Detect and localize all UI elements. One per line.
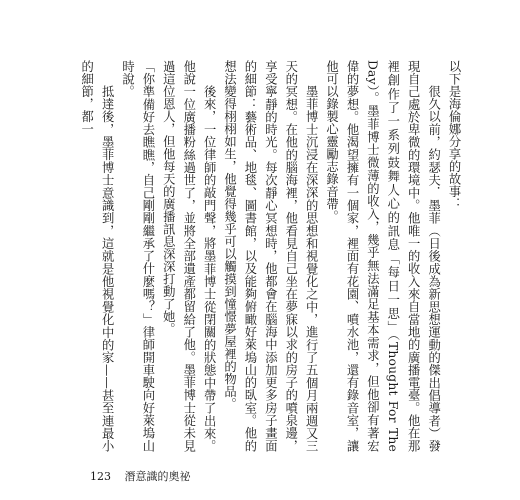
page-number: 123	[90, 470, 111, 483]
paragraph-arrival: 抵達後，墨菲博士意識到，這就是他視覺化中的家——甚至連最小的細節，都一	[79, 60, 115, 452]
page-footer	[90, 468, 191, 484]
paragraph-inheritance: 後來，一位律師的敲門聲，將墨菲博士從閉關的狀態中帶了出來。他說一位廣播粉絲過世了，並將全部遺產都留給了他。墨菲博士從未見過這位恩人，但他每天的廣播訊息深深打動了她。	[161, 60, 217, 452]
intro-line: 以下是海倫娜分享的故事：	[447, 60, 461, 210]
paragraph-murphy-background: 很久以前，約瑟夫．墨菲（日後成為新思想運動的傑出倡導者）發現自己處於卑微的環境中。他唯一的收入來自當地的廣播電臺。他在那裡創作了一系列鼓舞人心的訊息「每日一思」（Thought For The Day）。墨菲博士微薄的收入，幾乎無法滿足基本需求，但他卻有著宏偉的夢想。他渴望擁有一個家，裡面有花園、噴水池，還有錄音室，讓他可以錄製心靈勵志錄音帶。	[324, 60, 441, 452]
body-text	[40, 60, 464, 452]
paragraph-lawyer-quote: 「你準備好去瞧瞧，自己剛剛繼承了什麼嗎？」律師開車駛向好萊塢山時說。	[120, 60, 155, 452]
running-title: 潛意識的奧祕	[124, 470, 191, 483]
paragraph-meditation: 墨菲博士沉浸在深深的思想和視覺化之中，進行了五個月兩週又三天的冥想。在他的腦海裡，他看見自己坐在夢寐以求的房子的噴泉邊，享受寧靜的時光。每次靜心冥想時，他都會在腦海中添加更多房子畫面的細節：藝術品、地毯、圖書館，以及能夠俯瞰好萊塢山的臥室。他的想法變得栩栩如生，他覺得幾乎可以觸摸到憧憬夢屋裡的物品。	[222, 60, 319, 452]
